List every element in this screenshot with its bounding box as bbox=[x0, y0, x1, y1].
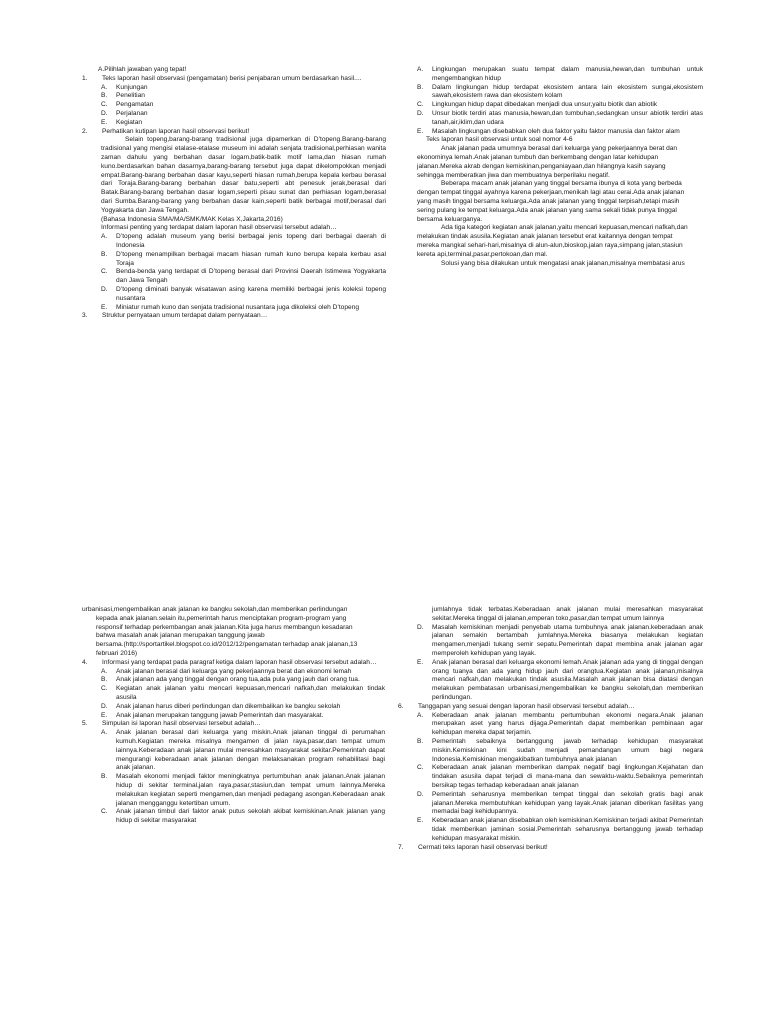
option-letter: C. bbox=[417, 764, 424, 772]
option-letter: B. bbox=[417, 737, 424, 745]
passage-line: bersama keluarganya. bbox=[417, 215, 483, 223]
option-letter: B. bbox=[101, 92, 108, 100]
option-text: D’topeng adalah museum yang berisi berbagai jenis topeng dari berbagai daerah di Indonesia bbox=[116, 233, 386, 249]
option bbox=[101, 92, 386, 101]
option-letter: D. bbox=[101, 285, 108, 293]
passage-line: yang masih tinggal bersama keluarga.Ada anak jalanan yang tinggal terpisah,tetapi masih bbox=[417, 197, 680, 205]
question-5-options-continued bbox=[398, 624, 703, 703]
passage-line: Anak jalanan pada umumnya berasal dari keluarga yang pekerjaannya berat dan bbox=[441, 145, 678, 153]
option bbox=[101, 685, 385, 703]
question-text: Struktur pernyataan umum terdapat dalam pernyataan… bbox=[102, 312, 268, 320]
column-bottom-left bbox=[82, 606, 385, 826]
question-3 bbox=[82, 312, 386, 321]
question-number: 1. bbox=[82, 74, 88, 82]
option-text: Keberadaan anak jalanan disebabkan oleh kemiskinan.Kemiskinan terjadi akibat Pemerintah tidak memberikan jaminan sosial.Pemerintah seharusnya bertanggung jawab terhadap kehidupan masyarakat miskin. bbox=[432, 817, 703, 842]
question-4-options bbox=[82, 668, 385, 721]
option bbox=[101, 729, 385, 773]
option bbox=[417, 101, 703, 110]
option bbox=[417, 110, 703, 128]
question-number: 4. bbox=[82, 658, 88, 666]
option bbox=[101, 251, 386, 269]
question-number: 6. bbox=[398, 702, 404, 710]
question-number: 3. bbox=[82, 312, 88, 320]
option bbox=[101, 101, 386, 110]
passage-line: bahwa masalah anak jalanan merupakan tanggung jawab bbox=[96, 632, 265, 640]
option-letter: C. bbox=[101, 268, 108, 276]
question-5 bbox=[82, 720, 385, 729]
question-text: Simpulan isi laporan hasil observasi tersebut adalah… bbox=[102, 720, 261, 728]
option bbox=[417, 66, 703, 84]
option bbox=[101, 110, 386, 119]
question-2 bbox=[82, 128, 386, 137]
instruction: A.Pilihlah jawaban yang tepat! bbox=[98, 66, 187, 73]
question-6-options bbox=[398, 712, 703, 844]
option-letter: A. bbox=[101, 729, 108, 737]
passage-line: responsif terhadap perkembangan anak jalanan.Kita juga harus membangun kesadaran bbox=[96, 623, 353, 631]
question-text: Teks laporan hasil observasi (pengamatan) berisi penjabaran umum berdasarkan hasil.... bbox=[102, 74, 362, 82]
option-letter: C. bbox=[101, 101, 108, 109]
option-text: Penelitian bbox=[116, 92, 145, 100]
option bbox=[101, 304, 386, 313]
option-letter: B. bbox=[417, 83, 424, 91]
option-letter: A. bbox=[101, 667, 108, 675]
option bbox=[417, 84, 703, 102]
option bbox=[101, 84, 386, 93]
question-1-options bbox=[82, 84, 386, 128]
option-letter: C. bbox=[101, 685, 108, 693]
option bbox=[417, 738, 703, 764]
question-prompt: Informasi penting yang terdapat dalam laporan hasil observasi tersebut adalah… bbox=[101, 224, 337, 232]
option-text: D’topeng menampilkan berbagai macam hiasan rumah kuno berupa kepala kerbau asal Toraja bbox=[116, 250, 386, 267]
question-number: 2. bbox=[82, 127, 88, 135]
option bbox=[101, 676, 385, 685]
option bbox=[417, 764, 703, 790]
option bbox=[101, 119, 386, 128]
option-text: Masalah kemiskinan menjadi penyebab utama tumbuhnya anak jalanan.keberadaan anak jalanan semakin bertambah jumlahnya.Mereka biasanya melakukan kegiatan mengamen,menjadi tukang semir sepatu.Pemerintah dapat membina anak jalanan agar memperoleh kehidupan yang layak. bbox=[432, 623, 703, 657]
passage: Selain topeng,barang-barang tradisional juga dipamerkan di D’topeng.Barang-barang tradisional yang mengisi etalase-etalase museum ini adalah senjata tradisional,perhiasan wanita zaman dahulu yang berbahan dasar logam,batik-batik motif lama,dan hiasan rumah kuno.berdasarkan bahan dasarnya,barang-barang tersebut juga dapat dikelompokkan menjadi empat.Barang-barang berbahan dasar kayu,seperti hiasan rumah,berupa kepala kerbau berasal dari Toraja.Barang-barang berbahan dasar batu,seperti abt penesuk jerak,berasal dari Batak.Barang-barang berbahan dasar logam,seperti pisau sunat dan perhiasan logam,berasal dari Sumba.Barang-barang yang berbahan dasar kain,seperti batik berbagai motif,berasal dari Yogyakarta dan Jawa Tengah. bbox=[101, 136, 386, 214]
option-text: Anak jalanan berasal dari keluarga yang pekerjaannya berat dan ekonomi lemah bbox=[116, 667, 352, 675]
passage-line: Beberapa macam anak jalanan yang tinggal bersama ibunya di kota yang berbeda bbox=[441, 180, 682, 188]
passage-line: dengan tempat tinggal ayahnya karena pekerjaan,menikah lagi atau cerai.Ada anak jalanan bbox=[417, 189, 685, 197]
question-number: 5. bbox=[82, 720, 88, 728]
option-letter: A. bbox=[101, 83, 108, 91]
question-2-options bbox=[82, 233, 386, 312]
passage-line: urbanisasi,mengembalikan anak jalanan ke bangku sekolah,dan memberikan perlindungan bbox=[82, 606, 348, 613]
passage-continued bbox=[82, 606, 385, 659]
question-3-options bbox=[398, 66, 703, 136]
passage-line: bersama.(http://sportartikel.blogspot.co.id/2012/12/pengamatan terhadap anak jalanan,13 bbox=[96, 641, 358, 649]
option-letter: E. bbox=[417, 658, 424, 666]
option-text: Anak jalanan timbul dari faktor anak putus sekolah akibat kemiskinan.Anak jalanan yang hidup di sekitar masyarakat bbox=[116, 808, 385, 825]
passage-source: (Bahasa Indonesia SMA/MA/SMK/MAK Kelas X,Jakarta,2016) bbox=[101, 215, 283, 223]
option-text: Pemerintah sebaiknya bertanggung jawab terhadap kehidupan masyarakat miskin.Kemiskinan kini sudah menjadi pemandangan umum bagi negara Indonesia.Kemiskinan mengakibatkan tumbuhnya anak jalanan bbox=[432, 737, 703, 763]
option-text: Lingkungan merupakan suatu tempat dalam manusia,hewan,dan tumbuhan untuk mengembangkan hidup bbox=[432, 66, 703, 82]
passage-heading: Teks laporan hasil observasi untuk soal nomor 4-6 bbox=[426, 136, 573, 144]
question-7 bbox=[398, 844, 703, 853]
option bbox=[101, 808, 385, 826]
option-text: Miniatur rumah kuno dan senjata tradisional nusantara juga dikoleksi oleh D’topeng bbox=[116, 303, 360, 311]
option-letter: C. bbox=[101, 808, 108, 816]
option-text: Benda-benda yang terdapat di D’topeng berasal dari Provinsi Daerah Istimewa Yogyakarta dan Jawa Tengah bbox=[116, 268, 386, 285]
option-text: Dalam lingkungan hidup terdapat ekosistem antara lain ekosistem sungai,ekosistem sawah,ekosistem rawa dan ekosistem kolam bbox=[432, 83, 703, 100]
option-text: Anak jalanan merupakan tanggung jawab Pemerintah dan masyarakat. bbox=[116, 711, 324, 719]
column-bottom-right bbox=[398, 606, 703, 852]
option-letter: B. bbox=[101, 250, 108, 258]
option-text: Unsur biotik terdiri atas manusia,hewan,dan tumbuhan,sedangkan unsur abiotik terdiri atas tanah,air,iklim,dan udara bbox=[432, 109, 703, 126]
option-text: Kegiatan anak jalanan yaitu mencari kepuasan,mencari nafkah,dan melakukan tindak asusila bbox=[116, 685, 385, 701]
option-letter: D. bbox=[101, 109, 108, 117]
option-text: Masalah ekonomi menjadi faktor meningkatnya pertumbuhan anak jalanan.Anak jalanan hidup di sekitar terminal,jalan raya,pasar,stasiun,dan tempat umum lainnya.Mereka melakukan kegiatan seperti mengamen,dan menjadi pedagang asongan.Keberadaan anak jalanan mengganggu ketertiban umum. bbox=[116, 773, 385, 807]
option-text: Kegiatan bbox=[116, 118, 143, 126]
question-number: 7. bbox=[398, 843, 404, 851]
option-letter: D. bbox=[417, 109, 424, 117]
passage-line: mereka mangkal sehari-hari,misalnya di alun-alun,bioskop,jalan raya,simpang jalan,stasiun bbox=[417, 241, 683, 249]
option bbox=[101, 668, 385, 677]
option-text: Keberadaan anak jalanan memberikan dampak negatif bagi lingkungan.Kejahatan dan tindakan asusila dapat terjadi di mana-mana dan sewaktu-waktu.Sebaiknya pemerintah bersikap tegas terhadap keberadaan anak jalanan bbox=[432, 764, 703, 789]
option-letter: A. bbox=[101, 233, 108, 241]
option-letter: D. bbox=[101, 702, 108, 710]
passage-line: kereta api,terminal,pasar,pertokoan,dan mal. bbox=[417, 250, 548, 258]
option-text: Anak jalanan ada yang tinggal dengan orang tua,ada pula yang jauh dari orang tua. bbox=[116, 676, 360, 684]
option-text: Anak jalanan berasal dari keluarga ekonomi lemah.Anak jalanan ada yang di tinggal dengan orang tuanya dan ada yang hidup jauh dari orangtua.Kegiatan anak jalanan,misalnya mencari nafkah,dan melakukan tindak asusila.Masalah anak jalanan bisa diatasi dengan melakukan pembatasan urbanisasi,mengembalikan ke bangku sekolah,dan memberikan perlindungan. bbox=[432, 658, 703, 701]
option-letter: E. bbox=[101, 118, 108, 126]
option bbox=[417, 817, 703, 843]
passage-line: melakukan tindak asusila.Kegiatan anak jalanan tersebut erat kaitannya dengan tempat bbox=[417, 233, 673, 241]
passage-line: sering pulang ke tempat keluarga.Ada anak jalanan yang sama sekali tidak punya tinggal bbox=[417, 206, 677, 214]
option-letter: E. bbox=[417, 127, 424, 135]
option bbox=[417, 624, 703, 659]
option bbox=[101, 286, 386, 304]
question-6 bbox=[398, 703, 703, 712]
passage-line: jalanan.Mereka akrab dengan kemiskinan,penganiayaan,dan hilangnya kasih sayang bbox=[417, 162, 666, 170]
option bbox=[417, 128, 703, 137]
passage-line: Ada tiga kategori kegiatan anak jalanan,yaitu mencari kepuasan,mencari nafkah,dan bbox=[441, 224, 688, 232]
option-continued: jumlahnya tidak terbatas.Keberadaan anak jalanan mulai meresahkan masyarakat sekitar.Mereka tinggal di jalanan,emperan toko,pasar,dan tempat umum lainnya bbox=[432, 606, 703, 622]
option-letter: E. bbox=[101, 711, 108, 719]
passage-line: februari 2016) bbox=[96, 649, 138, 657]
option bbox=[417, 712, 703, 738]
option-text: Lingkungan hidup dapat dibedakan menjadi dua unsur,yaitu biotik dan abiotik bbox=[432, 101, 658, 109]
option-letter: A. bbox=[417, 66, 424, 73]
question-text: Tanggapan yang sesuai dengan laporan hasil observasi tersebut adalah… bbox=[418, 702, 635, 710]
option bbox=[417, 659, 703, 703]
column-top-left bbox=[82, 66, 386, 321]
question-text: Cermati teks laporan hasil observasi berikut! bbox=[418, 843, 548, 851]
option-text: Pengamatan bbox=[116, 101, 154, 109]
option-letter: A. bbox=[417, 711, 424, 719]
column-top-right bbox=[398, 66, 703, 268]
option-letter: B. bbox=[101, 773, 108, 781]
question-text: Informasi yang terdapat pada paragraf ketiga dalam laporan hasil observasi tersebut adalah… bbox=[102, 658, 377, 666]
passage-line: kepada anak jalanan.selain itu,pemerintah harus menciptakan program-program yang bbox=[96, 614, 347, 622]
option bbox=[101, 703, 385, 712]
question-5-options bbox=[82, 729, 385, 826]
option-letter: D. bbox=[417, 790, 424, 798]
passage-line: ekonominya lemah.Anak jalanan tumbuh dan berkembang dengan latar kehidupan bbox=[417, 153, 659, 161]
option bbox=[417, 791, 703, 817]
passage-line: Solusi yang bisa dilakukan untuk mengatasi anak jalanan,misalnya membatasi arus bbox=[441, 259, 685, 267]
option-letter: E. bbox=[101, 303, 108, 311]
passage bbox=[398, 145, 703, 268]
option-text: Keberadaan anak jalanan membantu pertumbuhan ekonomi negara.Anak jalanan merupakan aset yang harus dijaga.Pemerintah dapat memberikan pembinaan agar kehidupan mereka dapat terjamin. bbox=[432, 711, 703, 737]
option bbox=[101, 233, 386, 251]
question-text: Perhatikan kutipan laporan hasil observasi berikut! bbox=[102, 127, 250, 135]
option-text: Anak jalanan berasal dari keluarga yang miskin.Anak jalanan tinggal di perumahan kumuh.Kegiatan mereka misalnya mengamen di jalan raya,pasar,dan tempat umum lainnya.Keberadaan anak jalanan mulai meresahkan masyarakat sekitar.Pemerintah dapat mengurangi keberadaan anak jalanan dengan melaksanakan program rehabilitasi bagi anak jalanan. bbox=[116, 729, 385, 772]
option-letter: D. bbox=[417, 623, 424, 631]
question-1 bbox=[82, 75, 386, 84]
passage-line: sehingga memberatkan jiwa dan membuatnya berperilaku negatif. bbox=[417, 171, 610, 179]
option-text: Perjalanan bbox=[116, 109, 148, 117]
option-text: Kunjungan bbox=[116, 83, 148, 91]
option-letter: C. bbox=[417, 101, 424, 109]
option bbox=[101, 268, 386, 286]
option-text: Pemerintah seharusnya memberikan tempat tinggal dan sekolah gratis bagi anak jalanan.Mereka membutuhkan kehidupan yang layak.Anak jalanan diberikan fasilitas yang memadai bagi kehidupannya. bbox=[432, 790, 703, 816]
option bbox=[101, 773, 385, 808]
option-text: Masalah lingkungan disebabkan oleh dua faktor yaitu faktor manusia dan faktor alam bbox=[432, 127, 680, 135]
option bbox=[101, 712, 385, 721]
question-4 bbox=[82, 659, 385, 668]
option-text: D’topeng diminati banyak wisatawan asing karena memiliki berbagai jenis koleksi topeng nusantara bbox=[116, 285, 386, 302]
option-letter: E. bbox=[417, 817, 424, 825]
option-letter: B. bbox=[101, 676, 108, 684]
option-text: Anak jalanan harus diberi perlindungan dan dikembalikan ke bangku sekolah bbox=[116, 702, 341, 710]
